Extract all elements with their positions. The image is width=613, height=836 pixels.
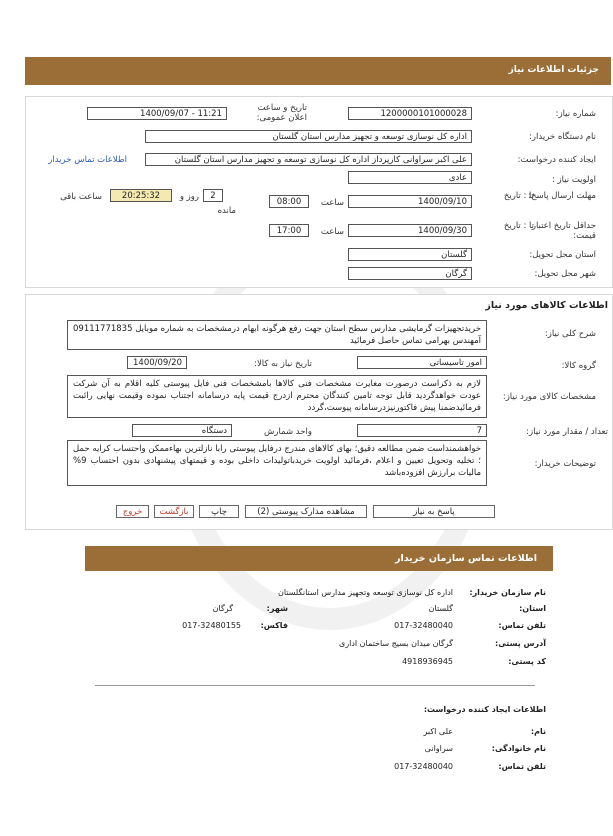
validity-time-field: 17:00 <box>269 224 309 237</box>
need-number-label: شماره نیاز: <box>555 109 596 119</box>
buyer-org-field: اداره کل نوسازی توسعه و تجهیز مدارس استان گلستان <box>145 130 472 143</box>
buyer-contact-link[interactable]: اطلاعات تماس خریدار <box>48 155 127 165</box>
contact-fax-label: فاکس: <box>260 621 288 630</box>
reply-button[interactable]: پاسخ به نیاز <box>373 505 495 518</box>
page-title: جزئیات اطلاعات نیاز <box>508 65 599 75</box>
contact-postal-label: کد پستی: <box>508 657 546 666</box>
contact-divider <box>95 685 535 686</box>
goods-spec-label: مشخصات کالای مورد نیاز: <box>502 392 596 402</box>
unit-field: دستگاه <box>132 424 232 437</box>
back-button[interactable]: بازگشت <box>154 505 194 518</box>
creator-name-value: علی اکبر <box>423 727 453 736</box>
attachments-button[interactable]: مشاهده مدارک پیوستی (2) <box>245 505 367 518</box>
contact-province-value: گلستان <box>428 604 453 613</box>
deadline-date-field: 1400/09/10 <box>348 195 472 208</box>
validity-hour-label: ساعت <box>320 227 344 237</box>
province-field: گلستان <box>348 248 472 261</box>
print-button[interactable]: چاپ <box>199 505 239 518</box>
city-field: گرگان <box>348 267 472 280</box>
contact-phone-value: 017-32480040 <box>394 621 453 630</box>
contact-phone-label: تلفن تماس: <box>498 621 546 630</box>
contact-city-label: شهر: <box>266 604 288 613</box>
contact-city-value: گرگان <box>212 604 233 613</box>
priority-label: اولویت نیاز : <box>551 175 596 185</box>
deadline-to-date-label: تا : تاریخ <box>503 191 534 201</box>
contact-header <box>85 546 553 571</box>
contact-org-label: نام سازمان خریدار: <box>469 588 546 597</box>
deadline-time-field: 08:00 <box>269 195 309 208</box>
validity-date-field: 1400/09/30 <box>348 224 472 237</box>
goods-group-field: امور تاسیساتی <box>357 356 487 369</box>
days-label: روز و <box>179 192 199 202</box>
need-date-label: تاریخ نیاز به کالا: <box>254 359 312 369</box>
goods-spec-field: لازم به ذکراست درصورت مغایرت مشخصات فنی کالاها بامشخصات فنی فایل پیوستی کلیه اقلام به آن شرکت عودت خواهدگردید قابل توجه تامین کنندگان محترم ازدرج قیمت پایه درسامانه اجتناب نموده وقیمت نهایی رائبت فرمائیدضمنا پیش فاکتورنیزدرسامانه پیوست،گردد <box>67 375 487 418</box>
contact-province-label: استان: <box>519 604 546 613</box>
announce-label: تاریخ و ساعت اعلان عمومی: <box>256 103 307 123</box>
time-remaining-field: 20:25:32 <box>110 189 172 202</box>
goods-section-title: اطلاعات کالاهای مورد نیاز <box>485 300 608 311</box>
contact-title: اطلاعات تماس سازمان خریدار <box>394 553 537 564</box>
remaining-suffix-label: مانده <box>217 206 236 216</box>
qty-field: 7 <box>357 424 487 437</box>
validity-label: حداقل تاریخ اعتبار قیمت: <box>531 221 596 241</box>
unit-label: واحد شمارش <box>264 427 312 437</box>
creator-label: ایجاد کننده درخواست: <box>517 155 596 165</box>
contact-postal-value: 4918936945 <box>402 657 453 666</box>
need-date-field: 1400/09/20 <box>127 356 187 369</box>
province-label: استان محل تحویل: <box>529 250 596 260</box>
need-desc-field: خریدتجهیزات گرمایشی مدارس سطح استان جهت رفع هرگونه ابهام درمشخصات به شماره موبایل 09111771835 آمهندس بهرامی تماس حاصل فرمائید <box>67 320 487 350</box>
contact-address-label: آدرس پستی: <box>495 639 546 648</box>
creator-phone-value: 017-32480040 <box>394 762 453 771</box>
buyer-notes-label: توضیحات خریدار: <box>534 459 596 469</box>
qty-label: تعداد / مقدار مورد نیاز: <box>526 427 608 437</box>
creator-family-label: نام خانوادگی: <box>491 744 546 753</box>
exit-button[interactable]: خروج <box>116 505 149 518</box>
remaining-label: ساعت باقی <box>60 192 102 202</box>
days-remaining-field: 2 <box>203 189 223 202</box>
goods-panel <box>25 294 613 530</box>
buyer-org-label: نام دستگاه خریدار: <box>529 132 596 142</box>
city-label: شهر محل تحویل: <box>534 269 596 279</box>
creator-name-label: نام: <box>530 727 546 736</box>
deadline-hour-label: ساعت <box>320 198 344 208</box>
deadline-label: مهلت ارسال پاسخ: <box>528 191 596 201</box>
creator-section-title: اطلاعات ایجاد کننده درخواست: <box>423 705 546 714</box>
contact-address-value: گرگان میدان بسیج ساختمان اداری <box>338 639 453 648</box>
need-number-field: 1200000101000028 <box>348 107 472 120</box>
creator-phone-label: تلفن تماس: <box>498 762 546 771</box>
contact-fax-value: 017-32480155 <box>182 621 241 630</box>
contact-org-value: اداره کل نوسازی توسعه وتجهیز مدارس استانگلستان <box>277 588 453 597</box>
page-header <box>25 57 611 85</box>
buyer-notes-field: خواهشمنداست ضمن مطالعه دقیق؛ بهای کالاهای مندرج درفایل پیوستی رابا نازلترین بهاءممکن واحتساب کرایه حمل ؛ تخلیه وتحویل تعیین و اعلام ،فرمائید اولویت خریدباتولیدات داخلی بوده و قیمتهای پیشنهادی بدون احتساب 9% مالیات برارزش افزوده‌باشد <box>67 440 487 486</box>
validity-to-date-label: تا : تاریخ <box>503 221 534 231</box>
priority-field: عادی <box>348 171 472 184</box>
creator-family-value: سراوانی <box>424 744 453 753</box>
goods-group-label: گروه کالا: <box>561 361 596 371</box>
need-details-panel <box>25 96 613 288</box>
creator-field: علی اکبر سراوانی کارپرداز اداره کل نوسازی توسعه و تجهیز مدارس استان گلستان <box>145 153 472 166</box>
need-desc-label: شرح کلی نیاز: <box>544 329 596 339</box>
announce-date-field: 1400/09/07 - 11:21 <box>87 107 227 120</box>
